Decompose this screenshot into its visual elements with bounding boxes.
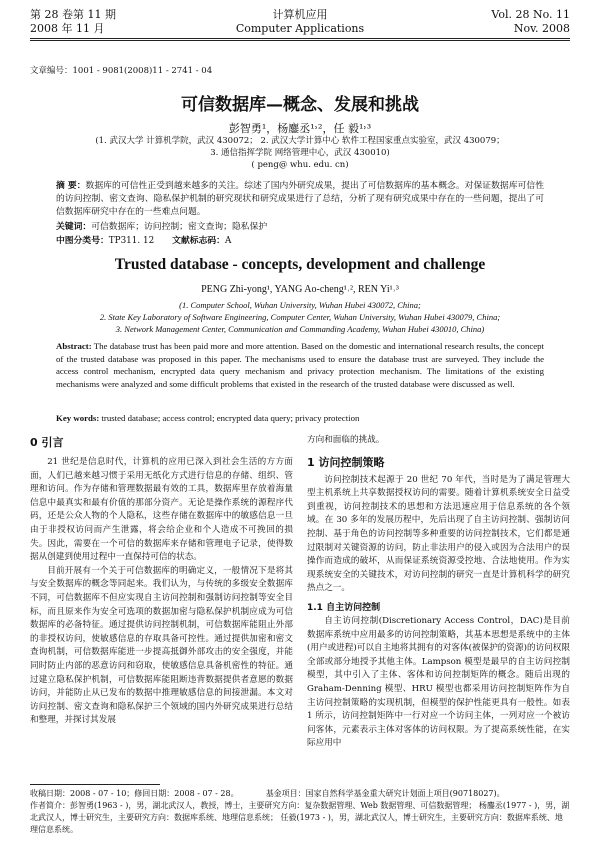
article-id: 文章编号：1001 - 9081(2008)11 - 2741 - 04 xyxy=(30,66,213,76)
section-0-paragraph-1: 21 世纪是信息时代，计算机的应用已深入到社会生活的方方面面，人们已越来越习惯于采用无纸化方式进行信息的存储、组织、管理和访问。作为存储和管理数据最有效的工具，数据库里存放着海量信息中最真实和最有价值的那部分资产。无论是操作系统的源程序代码，还是公众人物的个人隐私，这些存储在数据库中的敏感信息一旦由于非授权访问而产生泄露，将会给企业和个人造成不可挽回的损失。因此，需要在一个可信的数据库来存储和管理电子记录，使得数据从创建到使用过程中一直保持可信的状态。 xyxy=(30,457,293,563)
footnote-rule xyxy=(30,784,160,785)
clc-label: 中图分类号： xyxy=(56,236,109,246)
section-0-paragraph-2: 目前开展有一个关于可信数据库的明确定义，一般情况下是将其与安全数据库的概念等同起来。我们认为，与传统的多级安全数据库不同，可信数据库不但应实现自主访问控制和强制访问控制等安全目标，而且原来作为安全可选项的数据加密与隐私保护机制应成为可信数据库的必备特征。通过提供访问控制机制，可信数据库能阻止外部的非授权访问，使敏感信息的存取具备可控性。通过提供加密和密文查询机制，可信数据库能进一步提高抵御外部攻击的安全强度，并能同时防止内部的恶意访问和窃取，使敏感信息具备机密性的特征。通过建立隐私保护机制，可信数据库能阻断违背数据提供者意愿的数据访问，并能防止从已发布的数据中推理敏感信息的间接泄漏。本文对访问控制、密文查询和隐私保护三个领域的国内外研究成果进行总结和整理，并探讨其发展 xyxy=(30,565,293,726)
affiliation-en-3: 3. Network Management Center, Communication and Commanding Academy, Wuhan Hubei 430010, China) xyxy=(115,324,485,334)
keywords-en xyxy=(56,412,544,425)
left-column xyxy=(30,434,293,728)
title-en: Trusted database - concepts, development and challenge xyxy=(114,256,486,273)
doc-code-label: 文献标志码： xyxy=(172,236,225,246)
keywords-cn-text: 可信数据库；访问控制；密文查询；隐私保护 xyxy=(91,222,268,232)
authors-en: PENG Zhi-yong¹, YANG Ao-cheng¹˒², REN Yi¹˒³ xyxy=(201,284,399,295)
footnote-dates-funding xyxy=(30,788,570,800)
abstract-en-label: Abstract: xyxy=(56,341,92,351)
classification-cn xyxy=(56,235,544,248)
keywords-cn-label: 关键词： xyxy=(56,222,92,232)
header-volume-cn: 第 28 卷第 11 期 xyxy=(30,8,116,21)
keywords-en-label: Key words: xyxy=(56,413,100,423)
header-volume-en: Vol. 28 No. 11 xyxy=(491,8,570,21)
subsection-1-1-paragraph: 自主访问控制(Discretionary Access Control，DAC)是目前数据库系统中应用最多的访问控制策略，其基本思想是系统中的主体(用户或进程)可以自主地将其拥有的对客体(被保护的资源)的访问权限全部或部分地授予其他主体。Lampson 模型是最早的自主访问控制模型，其中引入了主体、客体和访问控制矩阵的概念。随后出现的 Graham-Denning 模型、HRU 模型也都采用访问控制矩阵作为自主访问控制策略的实现机制，但模型的保护性能更具有一般性。如表 1 所示，访问控制矩阵中一行对应一个访问主体，一列对应一个被访问客体，元素表示主体对客体的访问权限。为了提高系统性能，在实际应用中 xyxy=(307,615,570,749)
section-0-continuation: 方向和面临的挑战。 xyxy=(307,435,385,445)
abstract-cn-label: 摘 要： xyxy=(56,181,86,191)
affiliation-en-1: (1. Computer School, Wuhan University, Wuhan Hubei 430072, China; xyxy=(179,300,421,310)
footnote-funding: 基金项目：国家自然科学基金重大研究计划面上项目(90718027)。 xyxy=(265,789,505,798)
abstract-en xyxy=(56,340,544,390)
abstract-cn xyxy=(56,180,544,219)
header-journal-cn: 计算机应用 xyxy=(272,8,328,21)
header-date-en: Nov. 2008 xyxy=(513,22,570,35)
affiliation-cn-2: 3. 通信指挥学院 网络管理中心，武汉 430010) xyxy=(210,148,390,158)
section-1-heading: 1 访问控制策略 xyxy=(307,455,385,469)
subsection-1-1-heading: 1.1 自主访问控制 xyxy=(307,602,381,613)
keywords-en-text: trusted database; access control; encrypted data query; privacy protection xyxy=(101,413,360,423)
clc-value: TP311. 12 xyxy=(108,236,155,246)
right-column xyxy=(307,434,570,751)
keywords-cn xyxy=(56,221,544,234)
email-cn: ( peng@ whu. edu. cn) xyxy=(251,160,349,170)
abstract-en-text: The database trust has been paid more and more attention. Based on the domestic and international research results, the concept of the trusted database was proposed in this paper. The mechanisms used to ensure the database trust are surveyed. They include the access control mechanism, encrypted data query mechanism and privacy protection mechanism. The limitations of the existing mechanisms were analyzed and some difficult problems that existed in the research of the trusted database were discussed as well. xyxy=(56,341,544,389)
doc-code-value: A xyxy=(224,236,232,246)
authors-cn: 彭智勇¹，杨鏖丞¹˒²，任 毅¹˒³ xyxy=(228,122,372,135)
footnote-received: 收稿日期：2008 - 07 - 10；修回日期：2008 - 07 - 28。 xyxy=(30,789,239,798)
header-rule xyxy=(30,38,570,39)
header-journal-en: Computer Applications xyxy=(235,22,365,35)
footnote-bios: 作者简介：彭智勇(1963 - )，男，湖北武汉人，教授，博士，主要研究方向：复杂数据管理、Web 数据管理、可信数据管理； 杨鏖丞(1977 - )，男，湖北武汉人，博士研究生，主要研究方向：数据库系统、地理信息系统； 任毅(1973 - )，男，湖北武汉人，博士研究生，主要研究方向：数据库系统、地理信息系统。 xyxy=(30,801,570,834)
section-1-paragraph: 访问控制技术起源于 20 世纪 70 年代，当时是为了满足管理大型主机系统上共享数据授权访问的需要。随着计算机系统安全日益受到重视，访问控制技术的思想和方法迅速应用于信息系统的各个领域。在 30 多年的发展历程中，先后出现了自主访问控制、强制访问控制、基于角色的访问控制等多种重要的访问控制技术，它们都是通过限制对关键资源的访问，防止非法用户的侵入或因为合法用户的误操作而造成的破坏，从而保证系统资源受控地、合法地使用。作为实现系统安全的关键技术，对访问控制的研究一直是计算机科学的研究热点之一。 xyxy=(307,474,570,594)
affiliation-en-2: 2. State Key Laboratory of Software Engineering, Computer Center, Wuhan University, Wuhan Hubei 430079, China; xyxy=(99,312,501,322)
footnotes xyxy=(30,788,570,836)
affiliation-cn-1: (1. 武汉大学 计算机学院，武汉 430072； 2. 武汉大学计算中心 软件工程国家重点实验室，武汉 430079； xyxy=(95,136,505,146)
header-rule-thin xyxy=(30,40,570,41)
header-date-cn: 2008 年 11 月 xyxy=(30,22,105,35)
abstract-cn-text: 数据库的可信性正受到越来越多的关注。综述了国内外研究成果，提出了可信数据库的基本概念。对保证数据库可信性的访问控制、密文查询、隐私保护机制的研究现状和研究成果进行了总结，分析了现有研究成果中存在的一些问题，提出了可信数据库研究中存在的一些难点问题。 xyxy=(56,181,544,217)
section-0-heading: 0 引言 xyxy=(30,436,64,449)
title-cn: 可信数据库—概念、发展和挑战 xyxy=(181,95,419,115)
